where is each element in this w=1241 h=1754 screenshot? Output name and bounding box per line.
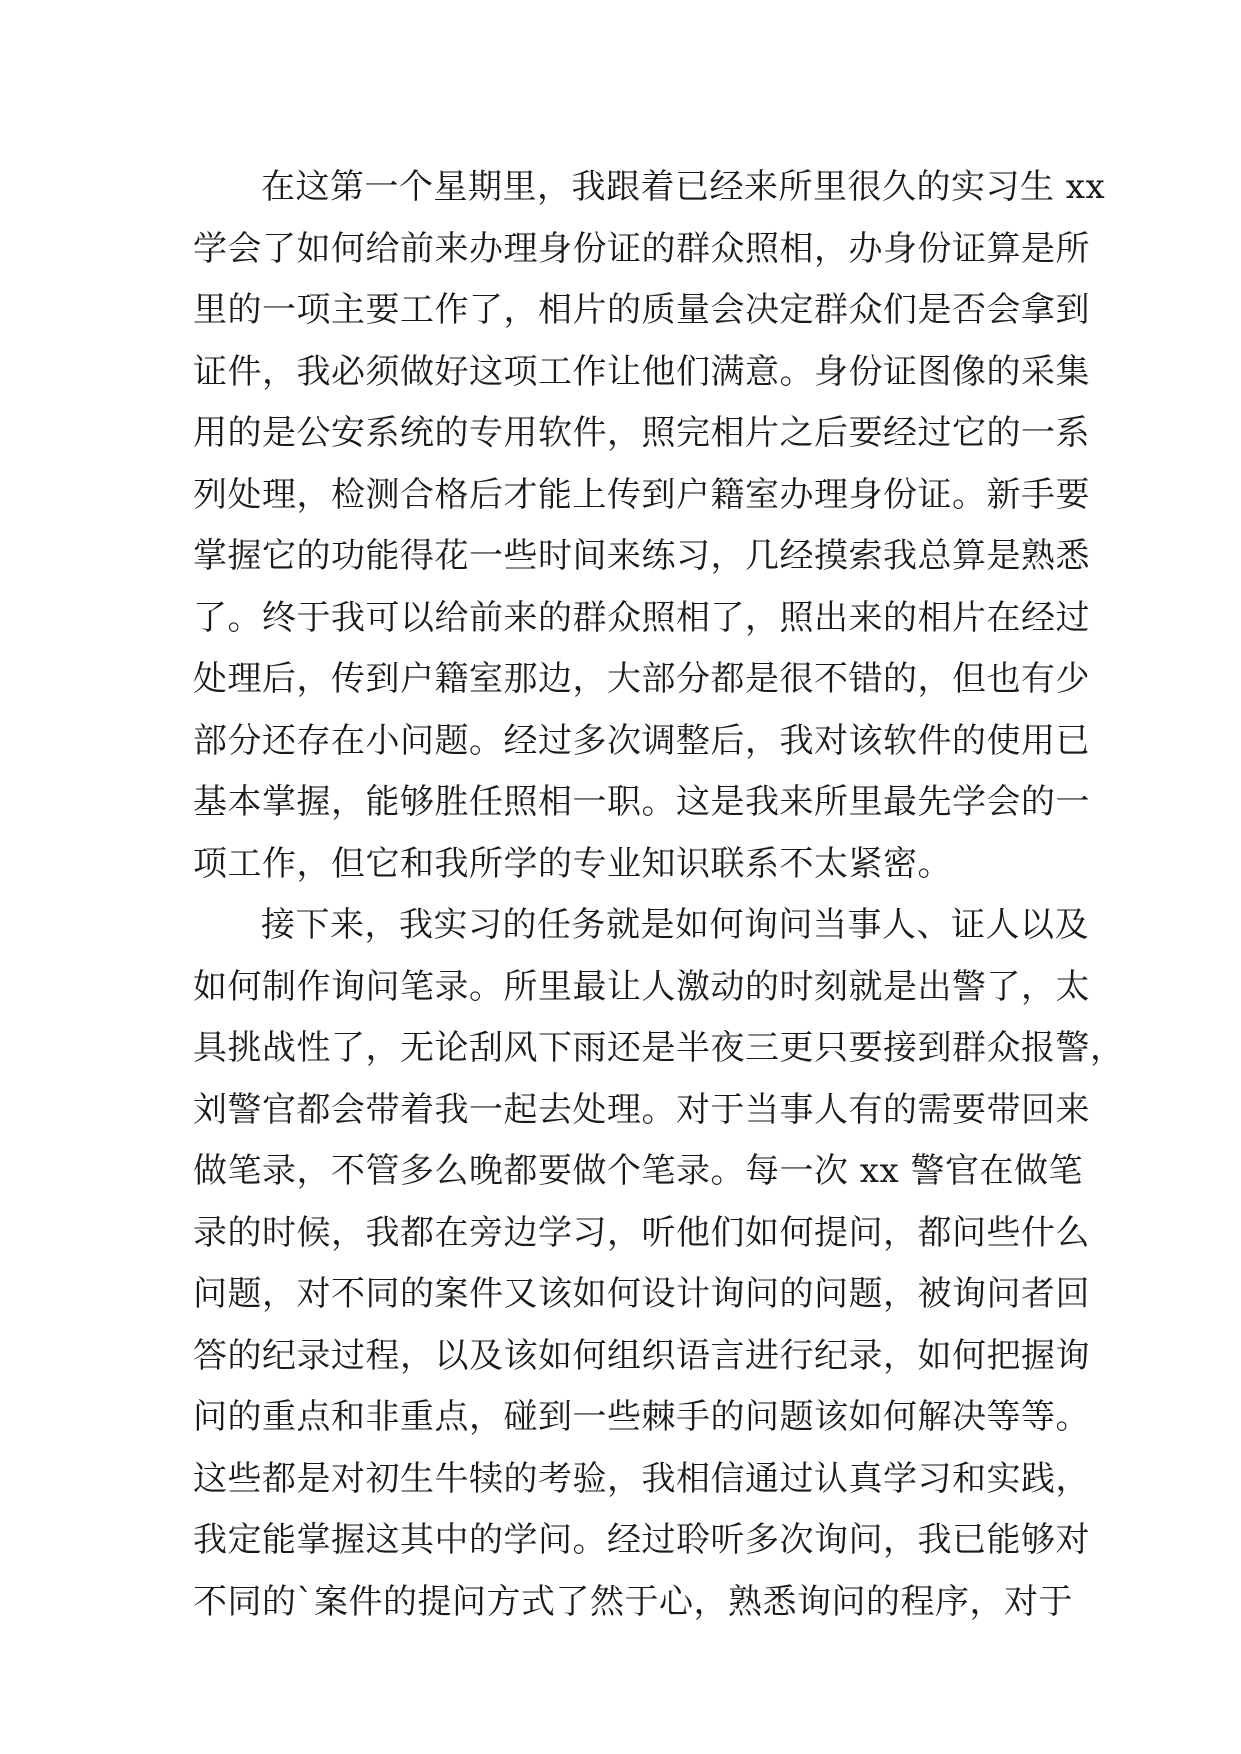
text-line: 里的一项主要工作了，相片的质量会决定群众们是否会拿到 bbox=[193, 290, 1090, 330]
text-line: 这些都是对初生牛犊的考验，我相信通过认真学习和实践， bbox=[193, 1458, 1090, 1499]
text-line: 问题，对不同的案件又该如何设计询问的问题，被询问者回 bbox=[193, 1274, 1090, 1314]
text-line: 在这第一个星期里，我跟着已经来所里很久的实习生 xx bbox=[261, 167, 1106, 207]
text-line: 处理后，传到户籍室那边，大部分都是很不错的，但也有少 bbox=[193, 659, 1090, 699]
text-line: 用的是公安系统的专用软件，照完相片之后要经过它的一系 bbox=[193, 413, 1090, 453]
text-line: 了。终于我可以给前来的群众照相了，照出来的相片在经过 bbox=[193, 597, 1090, 638]
text-line: 问的重点和非重点，碰到一些棘手的问题该如何解决等等。 bbox=[193, 1397, 1090, 1437]
paragraph-2 bbox=[193, 895, 1125, 1633]
text-line: 具挑战性了，无论刮风下雨还是半夜三更只要接到群众报警， bbox=[193, 1028, 1125, 1068]
text-line: 刘警官都会带着我一起去处理。对于当事人有的需要带回来 bbox=[193, 1089, 1090, 1130]
text-line: 学会了如何给前来办理身份证的群众照相，办身份证算是所 bbox=[193, 228, 1090, 269]
text-line: 部分还存在小问题。经过多次调整后，我对该软件的使用已 bbox=[193, 720, 1090, 761]
text-line: 如何制作询问笔录。所里最让人激动的时刻就是出警了，太 bbox=[193, 966, 1090, 1007]
text-line: 不同的`案件的提问方式了然于心，熟悉询问的程序，对于 bbox=[193, 1581, 1073, 1622]
text-line: 录的时候，我都在旁边学习，听他们如何提问，都问些什么 bbox=[193, 1212, 1090, 1253]
text-line: 答的纪录过程，以及该如何组织语言进行纪录，如何把握询 bbox=[193, 1335, 1090, 1376]
text-line: 掌握它的功能得花一些时间来练习，几经摸索我总算是熟悉 bbox=[193, 536, 1090, 576]
text-line: 列处理，检测合格后才能上传到户籍室办理身份证。新手要 bbox=[193, 474, 1090, 515]
text-line: 接下来，我实习的任务就是如何询问当事人、证人以及 bbox=[261, 905, 1089, 945]
text-line: 项工作，但它和我所学的专业知识联系不太紧密。 bbox=[193, 843, 952, 884]
paragraph-1 bbox=[193, 157, 1106, 895]
document-body bbox=[193, 157, 1125, 1633]
text-line: 基本掌握，能够胜任照相一职。这是我来所里最先学会的一 bbox=[193, 782, 1090, 822]
text-line: 我定能掌握这其中的学问。经过聆听多次询问，我已能够对 bbox=[193, 1520, 1090, 1560]
text-line: 证件，我必须做好这项工作让他们满意。身份证图像的采集 bbox=[193, 351, 1090, 392]
text-line: 做笔录，不管多么晚都要做个笔录。每一次 xx 警官在做笔 bbox=[193, 1151, 1083, 1191]
